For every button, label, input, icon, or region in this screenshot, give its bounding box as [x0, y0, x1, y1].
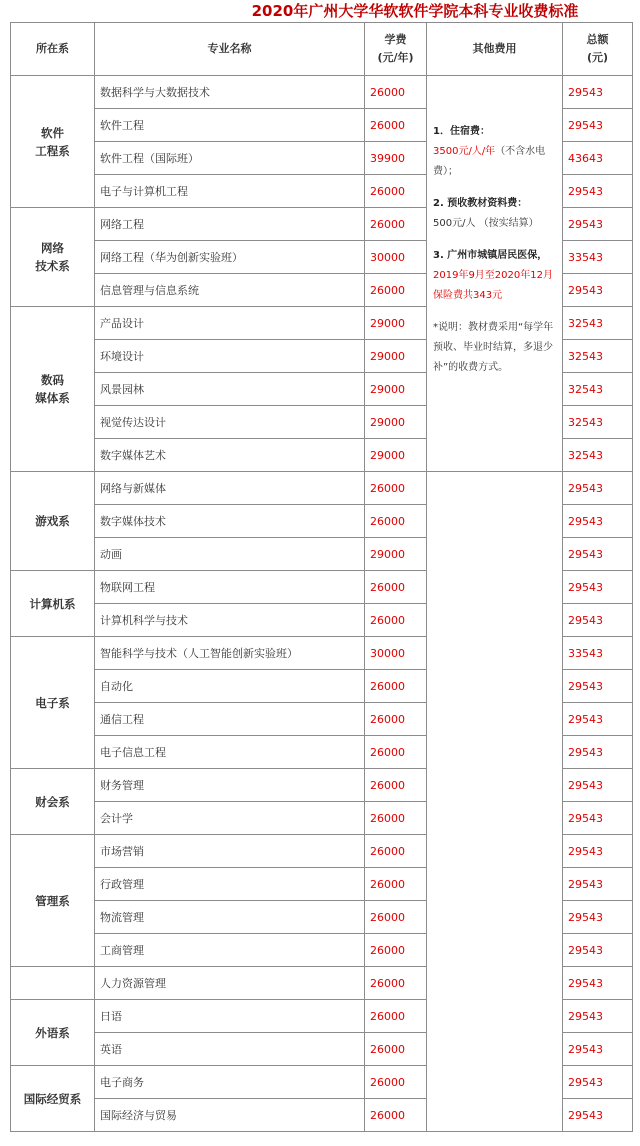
- note-text: *说明：教材费采用“每学年预收、毕业时结算，多退少补”的收费方式。: [433, 322, 554, 373]
- total-value: 29543: [563, 76, 633, 109]
- department-name-line: 计算机系: [29, 596, 76, 611]
- major-name: 国际经济与贸易: [95, 1099, 365, 1132]
- major-name: 物联网工程: [95, 571, 365, 604]
- department-cell: [11, 307, 95, 472]
- tuition-value: 26000: [365, 736, 427, 769]
- textbook-text: 500元/人 （按实结算）: [433, 218, 539, 229]
- major-name: 物流管理: [95, 901, 365, 934]
- major-name: 英语: [95, 1033, 365, 1066]
- total-value: 29543: [563, 571, 633, 604]
- department-name-line: 电子系: [35, 695, 70, 710]
- total-value: 29543: [563, 769, 633, 802]
- tuition-value: 26000: [365, 109, 427, 142]
- total-value: 32543: [563, 439, 633, 472]
- department-cell: [11, 967, 95, 1000]
- total-value: 29543: [563, 703, 633, 736]
- department-cell: [11, 637, 95, 769]
- header-other: 其他费用: [427, 23, 563, 76]
- total-value: 29543: [563, 868, 633, 901]
- total-value: 29543: [563, 472, 633, 505]
- total-value: 29543: [563, 670, 633, 703]
- total-value: 29543: [563, 1033, 633, 1066]
- major-name: 日语: [95, 1000, 365, 1033]
- tuition-value: 26000: [365, 505, 427, 538]
- major-name: 电子与计算机工程: [95, 175, 365, 208]
- major-name: 人力资源管理: [95, 967, 365, 1000]
- total-value: 29543: [563, 274, 633, 307]
- department-name-line: 数码: [41, 373, 64, 387]
- tuition-value: 26000: [365, 208, 427, 241]
- department-cell: [11, 1066, 95, 1132]
- header-department: 所在系: [11, 23, 95, 76]
- total-value: 29543: [563, 208, 633, 241]
- total-value: 33543: [563, 637, 633, 670]
- table-row: [11, 472, 633, 505]
- lodging-heading: 1．住宿费：: [433, 126, 490, 137]
- table-row: [11, 76, 633, 109]
- total-value: 29543: [563, 505, 633, 538]
- total-value: 29543: [563, 934, 633, 967]
- tuition-value: 29000: [365, 439, 427, 472]
- department-name-line: 网络: [41, 241, 64, 255]
- department-cell: [11, 472, 95, 571]
- header-row: [11, 23, 633, 76]
- major-name: 软件工程（国际班）: [95, 142, 365, 175]
- major-name: 信息管理与信息系统: [95, 274, 365, 307]
- department-cell: [11, 208, 95, 307]
- total-value: 29543: [563, 901, 633, 934]
- total-value: 32543: [563, 340, 633, 373]
- header-tuition-unit: (元/年): [377, 51, 414, 64]
- tuition-value: 29000: [365, 340, 427, 373]
- header-major: 专业名称: [95, 23, 365, 76]
- total-value: 29543: [563, 1099, 633, 1132]
- major-name: 通信工程: [95, 703, 365, 736]
- total-value: 29543: [563, 175, 633, 208]
- total-value: 32543: [563, 406, 633, 439]
- tuition-value: 26000: [365, 868, 427, 901]
- tuition-value: 26000: [365, 934, 427, 967]
- tuition-value: 30000: [365, 241, 427, 274]
- tuition-value: 29000: [365, 307, 427, 340]
- total-value: 33543: [563, 241, 633, 274]
- major-name: 数字媒体技术: [95, 505, 365, 538]
- major-name: 电子商务: [95, 1066, 365, 1099]
- major-name: 视觉传达设计: [95, 406, 365, 439]
- major-name: 工商管理: [95, 934, 365, 967]
- tuition-value: 26000: [365, 1000, 427, 1033]
- major-name: 计算机科学与技术: [95, 604, 365, 637]
- tuition-value: 26000: [365, 670, 427, 703]
- department-cell: [11, 76, 95, 208]
- major-name: 产品设计: [95, 307, 365, 340]
- total-value: 29543: [563, 736, 633, 769]
- total-value: 29543: [563, 802, 633, 835]
- tuition-value: 26000: [365, 901, 427, 934]
- major-name: 会计学: [95, 802, 365, 835]
- total-value: 32543: [563, 307, 633, 340]
- department-name-line: 管理系: [35, 893, 70, 908]
- department-name-line: 技术系: [35, 259, 70, 273]
- major-name: 网络工程（华为创新实验班）: [95, 241, 365, 274]
- major-name: 财务管理: [95, 769, 365, 802]
- tuition-value: 29000: [365, 538, 427, 571]
- department-cell: [11, 835, 95, 967]
- tuition-value: 26000: [365, 472, 427, 505]
- total-value: 29543: [563, 1000, 633, 1033]
- tuition-value: 29000: [365, 373, 427, 406]
- total-value: 29543: [563, 1066, 633, 1099]
- department-name-line: 外语系: [35, 1025, 70, 1040]
- major-name: 软件工程: [95, 109, 365, 142]
- insurance-heading: 3. 广州市城镇居民医保，: [433, 250, 548, 261]
- header-tuition-label: 学费: [384, 33, 407, 46]
- other-fees-empty: [427, 472, 563, 1132]
- major-name: 网络工程: [95, 208, 365, 241]
- tuition-value: 39900: [365, 142, 427, 175]
- major-name: 数据科学与大数据技术: [95, 76, 365, 109]
- department-name-line: 财会系: [35, 794, 70, 809]
- lodging-note: （不含水电费）；: [433, 146, 546, 177]
- department-name-line: 国际经贸系: [23, 1091, 82, 1106]
- department-name-line: 工程系: [35, 143, 70, 158]
- lodging-amount: 3500元/人/年: [433, 146, 496, 157]
- department-cell: [11, 571, 95, 637]
- fee-table: [10, 22, 633, 1132]
- department-name-line: 媒体系: [35, 391, 70, 405]
- other-fees-cell: [427, 76, 563, 472]
- total-value: 43643: [563, 142, 633, 175]
- page-title: 2020年广州大学华软软件学院本科专业收费标准: [251, 2, 579, 20]
- tuition-value: 26000: [365, 835, 427, 868]
- header-total: [563, 23, 633, 76]
- header-tuition: [365, 23, 427, 76]
- department-cell: [11, 1000, 95, 1066]
- tuition-value: 26000: [365, 967, 427, 1000]
- major-name: 网络与新媒体: [95, 472, 365, 505]
- major-name: 环境设计: [95, 340, 365, 373]
- total-value: 29543: [563, 538, 633, 571]
- tuition-value: 26000: [365, 274, 427, 307]
- major-name: 风景园林: [95, 373, 365, 406]
- tuition-value: 26000: [365, 76, 427, 109]
- tuition-value: 26000: [365, 571, 427, 604]
- tuition-value: 26000: [365, 1033, 427, 1066]
- major-name: 动画: [95, 538, 365, 571]
- total-value: 29543: [563, 967, 633, 1000]
- total-value: 29543: [563, 604, 633, 637]
- major-name: 市场营销: [95, 835, 365, 868]
- tuition-value: 29000: [365, 406, 427, 439]
- major-name: 行政管理: [95, 868, 365, 901]
- insurance-text: 2019年9月至2020年12月保险费共343元: [433, 270, 553, 301]
- major-name: 电子信息工程: [95, 736, 365, 769]
- tuition-value: 26000: [365, 604, 427, 637]
- tuition-value: 26000: [365, 802, 427, 835]
- total-value: 29543: [563, 109, 633, 142]
- tuition-value: 30000: [365, 637, 427, 670]
- tuition-value: 26000: [365, 703, 427, 736]
- major-name: 自动化: [95, 670, 365, 703]
- major-name: 数字媒体艺术: [95, 439, 365, 472]
- tuition-value: 26000: [365, 1066, 427, 1099]
- textbook-heading: 2. 预收教材资料费：: [433, 198, 528, 209]
- tuition-value: 26000: [365, 175, 427, 208]
- total-value: 32543: [563, 373, 633, 406]
- header-total-unit: (元): [586, 51, 609, 64]
- major-name: 智能科学与技术（人工智能创新实验班）: [95, 637, 365, 670]
- department-name-line: 游戏系: [35, 514, 70, 528]
- header-total-label: 总额: [586, 33, 609, 46]
- tuition-value: 26000: [365, 769, 427, 802]
- department-cell: [11, 769, 95, 835]
- total-value: 29543: [563, 835, 633, 868]
- tuition-value: 26000: [365, 1099, 427, 1132]
- department-name-line: 软件: [41, 125, 64, 140]
